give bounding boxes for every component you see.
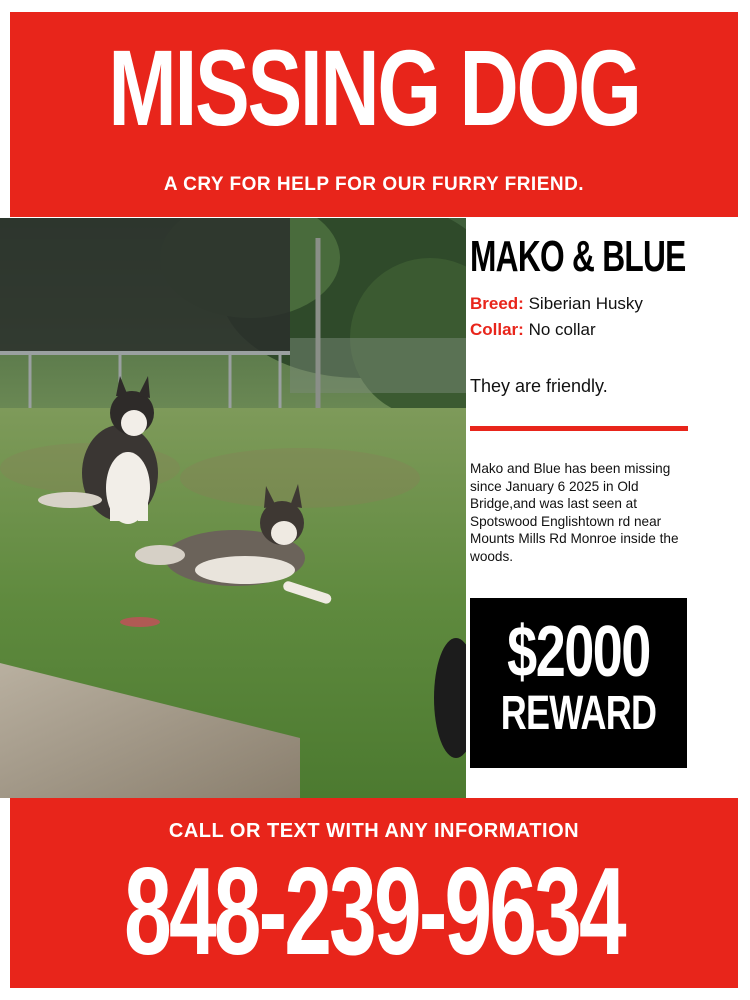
reward-box [470, 598, 687, 768]
poster-title: MISSING DOG [108, 27, 640, 148]
dog-names: MAKO & BLUE [470, 232, 686, 281]
reward-amount: $2000 [507, 612, 650, 692]
temperament-text: They are friendly. [470, 376, 608, 396]
breed-line [470, 294, 643, 314]
header-banner [10, 12, 738, 217]
dog-photo-illustration [0, 218, 466, 798]
call-instruction: CALL OR TEXT WITH ANY INFORMATION [168, 820, 580, 842]
dog-photo [0, 218, 466, 798]
section-divider [470, 426, 688, 431]
contact-banner [10, 798, 738, 988]
collar-line [470, 320, 596, 340]
collar-value: No collar [528, 320, 596, 339]
breed-label: Breed: [470, 294, 524, 313]
phone-number: 848-239-9634 [124, 843, 624, 981]
poster-subtitle: A CRY FOR HELP FOR OUR FURRY FRIEND. [163, 174, 585, 195]
breed-value: Siberian Husky [528, 294, 643, 313]
collar-label: Collar: [470, 320, 524, 339]
reward-label: REWARD [500, 687, 657, 740]
missing-details: Mako and Blue has been missing since January 6 2025 in Old Bridge,and was last seen at Spotswood Englishtown rd near Mounts Mills Rd Monroe inside the woods. [470, 461, 679, 564]
